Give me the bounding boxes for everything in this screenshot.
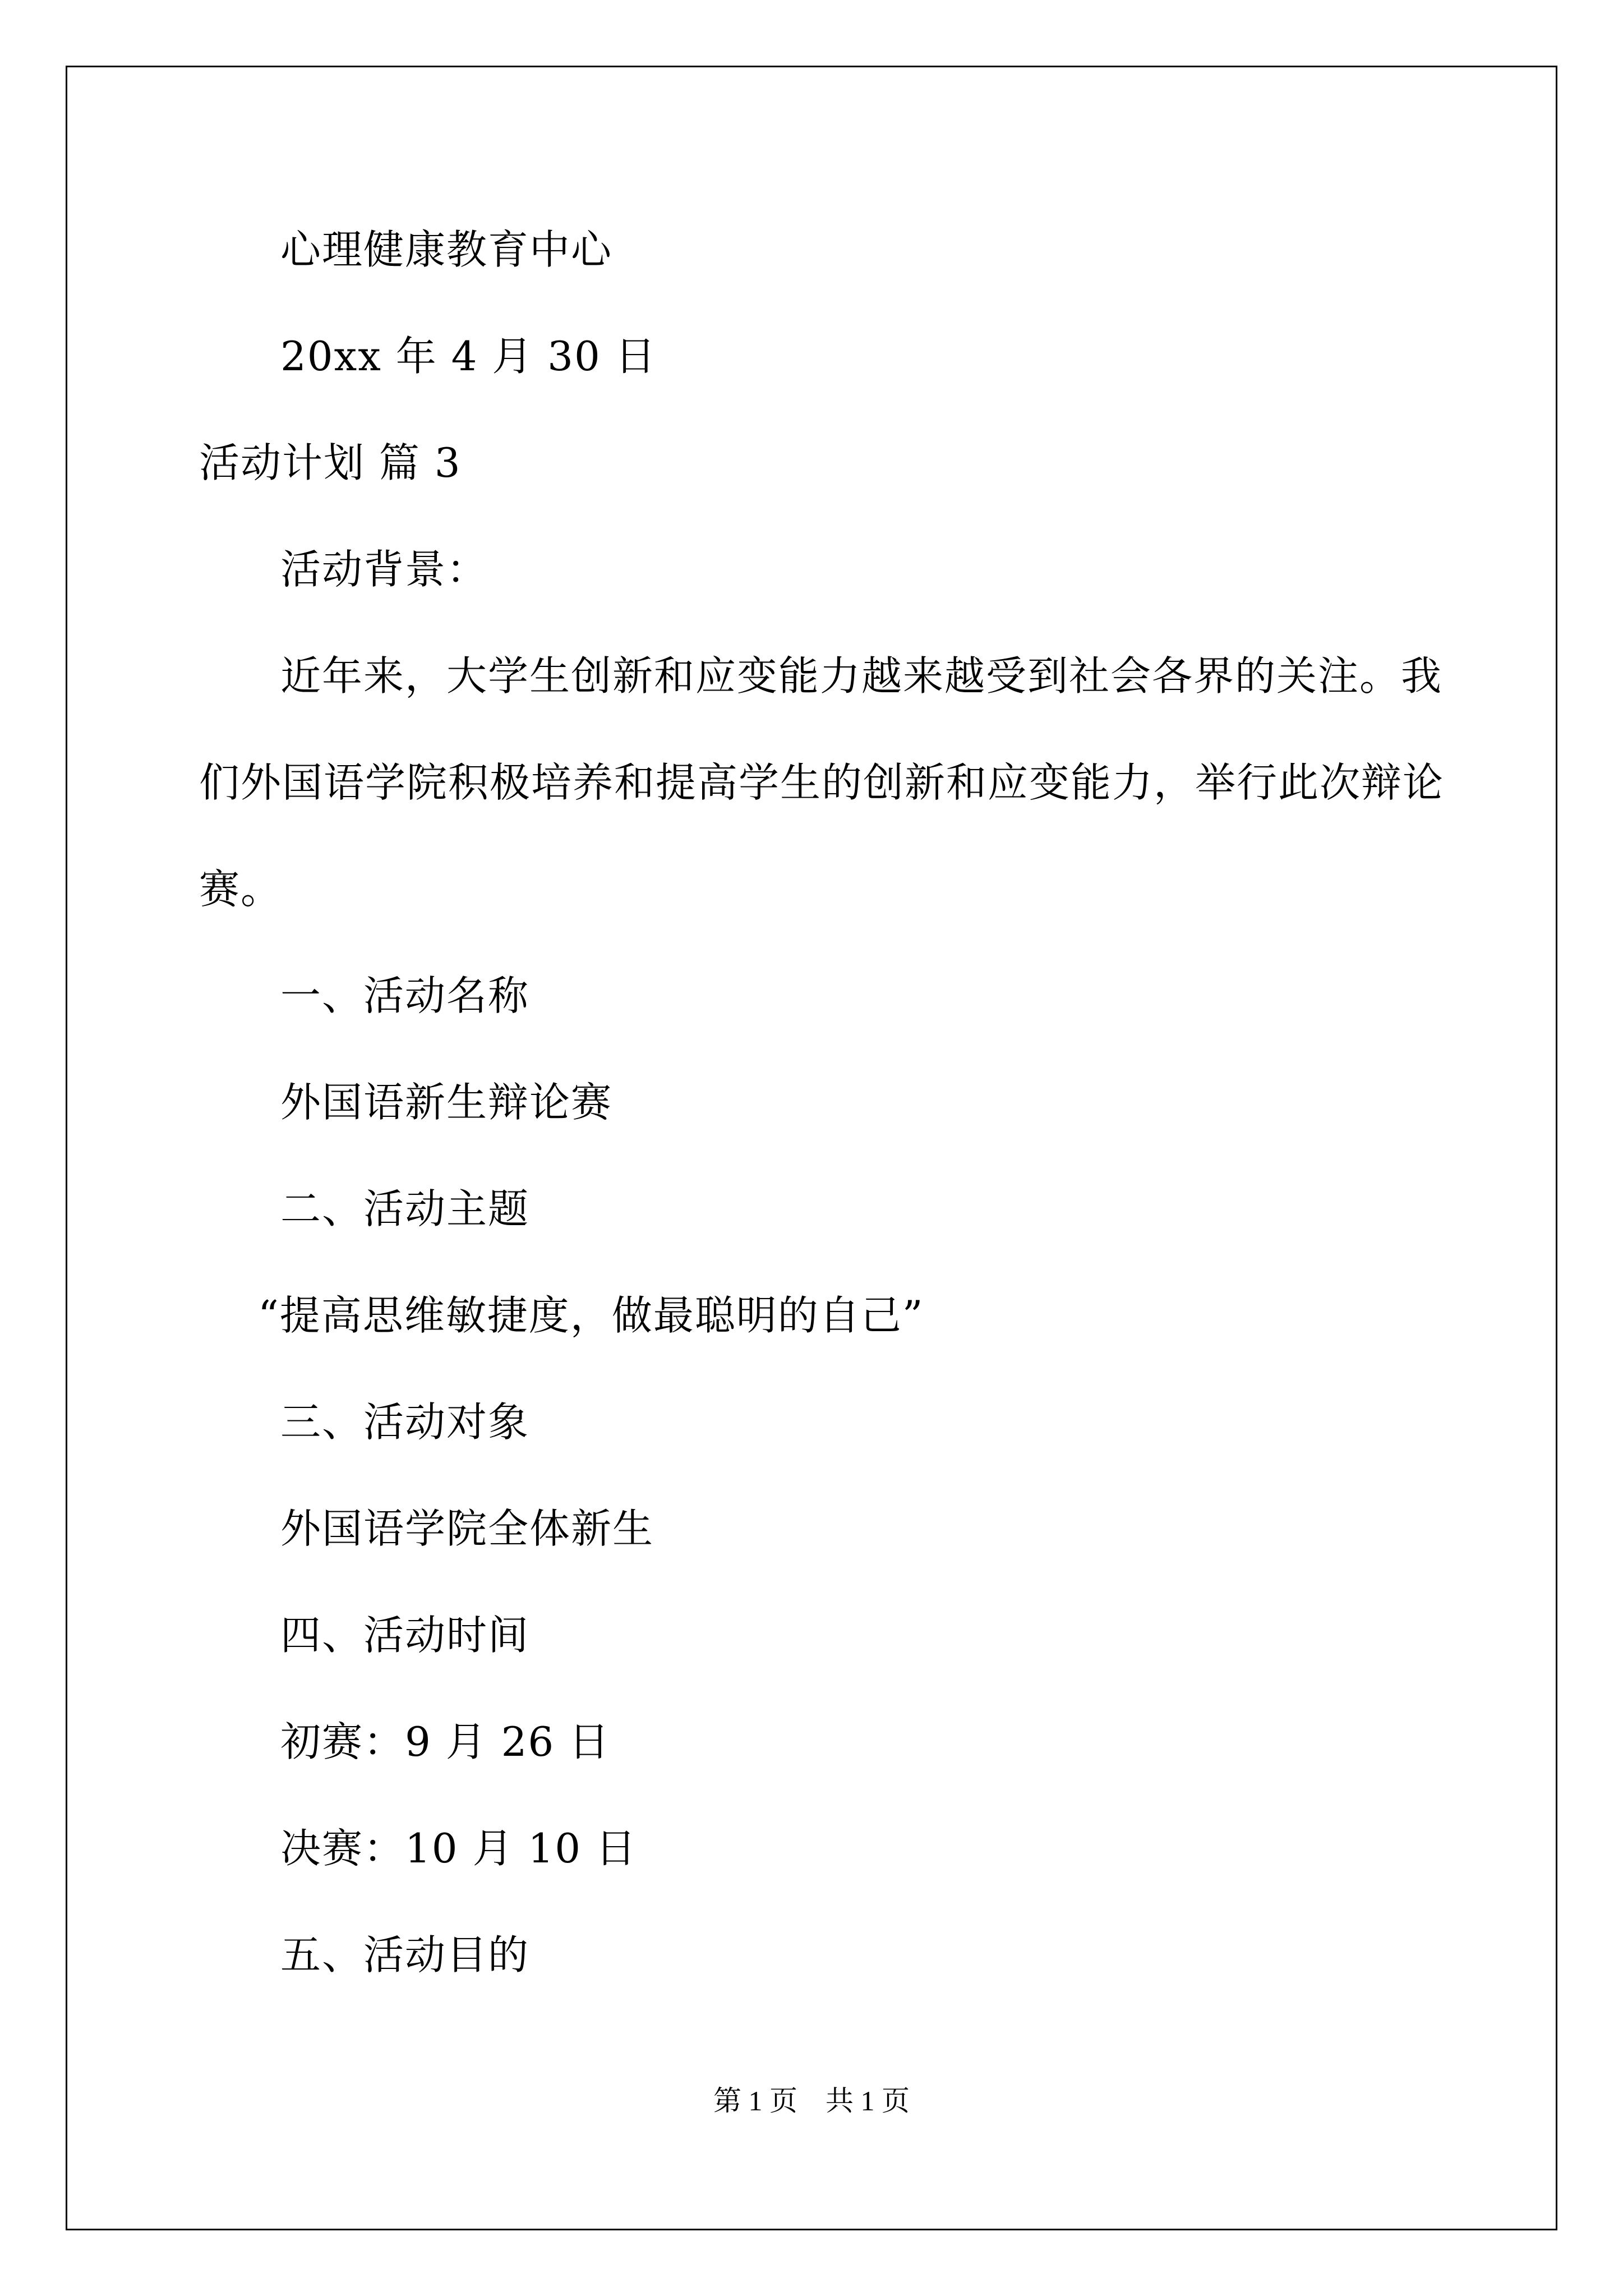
heading-activity-name: 一、活动名称 (280, 972, 530, 1019)
heading-activity-time: 四、活动时间 (280, 1612, 530, 1659)
signature-organization: 心理健康教育中心 (280, 226, 613, 273)
page-footer: 第 1 页 共 1 页 (713, 2085, 910, 2116)
heading-activity-purpose: 五、活动目的 (280, 1931, 530, 1978)
page-border (66, 66, 1557, 2230)
heading-activity-target: 三、活动对象 (280, 1398, 530, 1446)
background-paragraph-line-3: 赛。 (199, 866, 283, 913)
activity-name-content: 外国语新生辩论赛 (280, 1079, 613, 1126)
background-paragraph-line-2: 们外国语学院积极培养和提高学生的创新和应变能力，举行此次辩论 (199, 759, 1445, 806)
activity-target-content: 外国语学院全体新生 (280, 1505, 654, 1552)
signature-date: 20xx 年 4 月 30 日 (280, 333, 657, 380)
section-title: 活动计划 篇 3 (199, 439, 462, 486)
background-paragraph-line-1: 近年来，大学生创新和应变能力越来越受到社会各界的关注。我 (280, 652, 1443, 700)
final-date: 决赛：10 月 10 日 (280, 1825, 637, 1872)
preliminary-date: 初赛：9 月 26 日 (280, 1718, 611, 1765)
background-heading: 活动背景： (280, 546, 488, 593)
heading-activity-theme: 二、活动主题 (280, 1185, 530, 1232)
activity-theme-content: “提高思维敏捷度，做最聪明的自己” (258, 1292, 924, 1339)
